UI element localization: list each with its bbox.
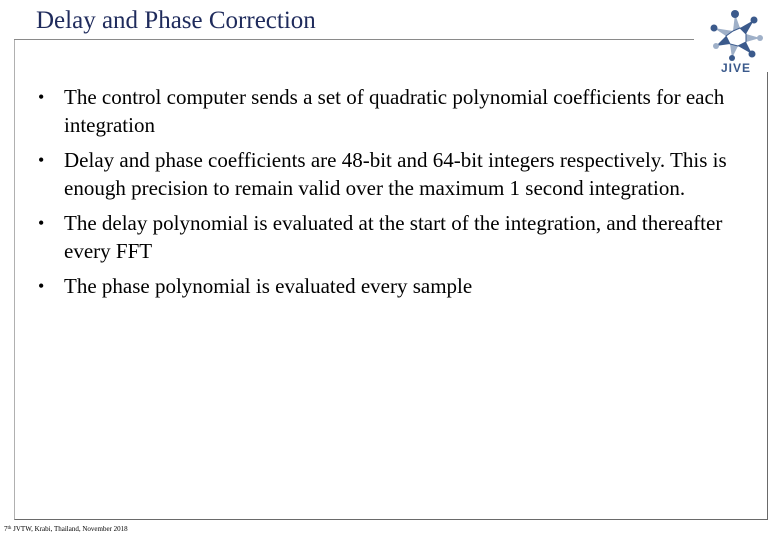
bullet-list — [38, 83, 748, 307]
bullet-item — [38, 146, 748, 202]
logo-wordmark: JIVE — [720, 61, 752, 75]
slide-title: Delay and Phase Correction — [36, 7, 316, 34]
logo-node — [751, 17, 758, 24]
bullet-text: The phase polynomial is evaluated every sample — [64, 274, 473, 298]
bullet-text: The delay polynomial is evaluated at the start of the integration, and thereafter every FFT — [64, 211, 723, 263]
bullet-marker: • — [38, 150, 45, 170]
bullet-item — [38, 83, 748, 139]
bullet-marker: • — [38, 87, 45, 107]
title-divider — [14, 39, 694, 40]
bullet-text: Delay and phase coefficients are 48-bit and 64-bit integers respectively. This is enough precision to remain valid over the maximum 1 second integration. — [64, 148, 727, 200]
footer-text: JVTW, Krabi, Thailand, November 2018 — [11, 525, 128, 533]
logo-node — [749, 51, 756, 58]
bullet-item — [38, 272, 748, 300]
jive-logo — [702, 6, 772, 76]
bullet-marker: • — [38, 276, 45, 296]
logo-node — [713, 43, 719, 49]
footer-ordinal: th — [7, 526, 12, 531]
logo-star-icon — [711, 10, 764, 61]
slide-footer — [4, 524, 128, 534]
logo-node — [731, 10, 739, 18]
bullet-item — [38, 209, 748, 265]
jive-star-logo-icon — [702, 6, 772, 76]
logo-node — [711, 25, 718, 32]
logo-node — [757, 35, 763, 41]
bullet-text: The control computer sends a set of quadratic polynomial coefficients for each integration — [64, 85, 725, 137]
footer-number: 7 — [4, 525, 8, 533]
bullet-marker: • — [38, 213, 45, 233]
frame-edge — [14, 40, 15, 72]
